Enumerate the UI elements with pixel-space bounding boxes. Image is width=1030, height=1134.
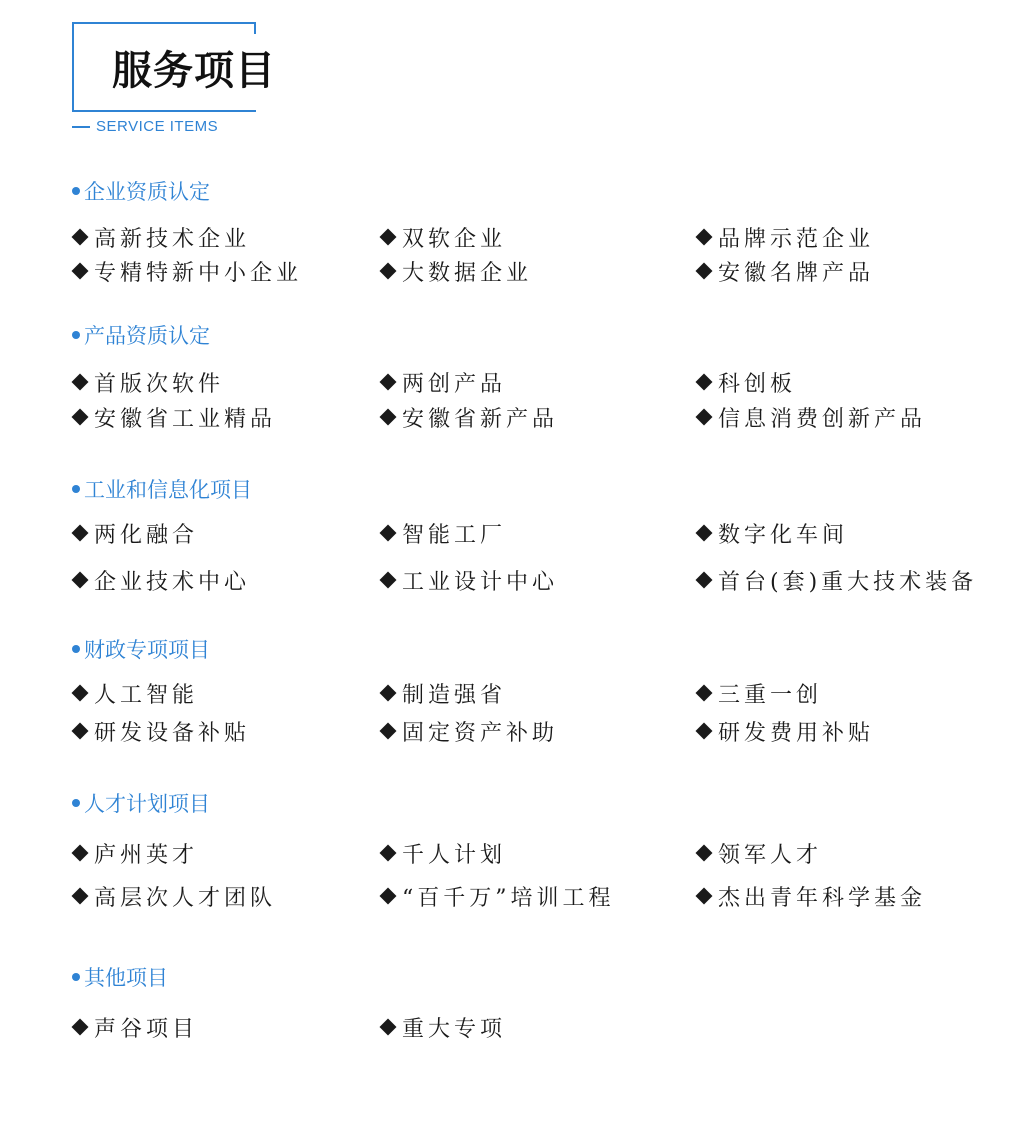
list-item-label: 品牌示范企业 xyxy=(718,226,875,252)
diamond-bullet-icon xyxy=(380,409,397,426)
list-item-label: 三重一创 xyxy=(718,682,823,708)
page-title: 服务项目 xyxy=(112,48,276,94)
list-item xyxy=(694,256,874,286)
list-item-label: 安徽省新产品 xyxy=(402,406,559,432)
list-item xyxy=(378,1012,506,1042)
list-item xyxy=(694,716,874,746)
list-item-label: 研发设备补贴 xyxy=(94,720,251,746)
list-item-label: 科创板 xyxy=(718,371,797,397)
list-item xyxy=(694,881,926,911)
list-item-label: 固定资产补助 xyxy=(402,720,559,746)
list-item-label: 人工智能 xyxy=(94,682,199,708)
list-item xyxy=(70,518,198,548)
section-title xyxy=(70,788,990,818)
diamond-bullet-icon xyxy=(696,888,713,905)
list-item xyxy=(694,678,822,708)
diamond-bullet-icon xyxy=(380,685,397,702)
list-item xyxy=(70,222,250,252)
diamond-bullet-icon xyxy=(696,525,713,542)
section-title-text: 产品资质认定 xyxy=(84,324,210,348)
list-item-label: 双软企业 xyxy=(402,226,507,252)
list-item-label: 安徽省工业精品 xyxy=(94,406,277,432)
list-item xyxy=(70,1012,198,1042)
section-industry-informatization xyxy=(70,474,990,596)
list-item-label: 数字化车间 xyxy=(718,522,849,548)
bullet-dot-icon xyxy=(72,187,80,195)
list-item-label: 两创产品 xyxy=(402,371,507,397)
section-title-text: 企业资质认定 xyxy=(84,180,210,204)
bullet-dot-icon xyxy=(72,485,80,493)
list-item-label: 信息消费创新产品 xyxy=(718,406,927,432)
list-item-label: 高层次人才团队 xyxy=(94,885,277,911)
list-item-label: 智能工厂 xyxy=(402,522,507,548)
list-item-label: 大数据企业 xyxy=(402,260,533,286)
list-item xyxy=(378,565,558,595)
section-title-text: 其他项目 xyxy=(84,966,168,990)
item-row xyxy=(70,1012,990,1042)
list-item xyxy=(70,402,276,432)
diamond-bullet-icon xyxy=(696,685,713,702)
item-row xyxy=(70,678,990,708)
section-title xyxy=(70,962,990,992)
item-row xyxy=(70,565,990,595)
list-item xyxy=(378,256,532,286)
list-item xyxy=(70,838,198,868)
item-row xyxy=(70,838,990,868)
section-product-qualification xyxy=(70,320,990,432)
list-item-label: 首台(套)重大技术装备 xyxy=(718,569,978,595)
diamond-bullet-icon xyxy=(696,409,713,426)
diamond-bullet-icon xyxy=(72,263,89,280)
list-item xyxy=(378,678,506,708)
diamond-bullet-icon xyxy=(696,229,713,246)
diamond-bullet-icon xyxy=(696,723,713,740)
section-other xyxy=(70,962,990,1046)
section-title xyxy=(70,474,990,504)
section-title xyxy=(70,320,990,350)
list-item xyxy=(378,881,615,911)
list-item xyxy=(70,716,250,746)
page-subtitle xyxy=(72,118,218,135)
list-item-label: 声谷项目 xyxy=(94,1016,199,1042)
diamond-bullet-icon xyxy=(72,374,89,391)
diamond-bullet-icon xyxy=(696,572,713,589)
diamond-bullet-icon xyxy=(380,888,397,905)
list-item-label: 领军人才 xyxy=(718,842,823,868)
list-item-label: 两化融合 xyxy=(94,522,199,548)
diamond-bullet-icon xyxy=(380,845,397,862)
list-item-label: 制造强省 xyxy=(402,682,507,708)
subtitle-text: SERVICE ITEMS xyxy=(96,118,219,135)
diamond-bullet-icon xyxy=(72,845,89,862)
list-item-label: 工业设计中心 xyxy=(402,569,559,595)
list-item-label: “百千万”培训工程 xyxy=(402,885,615,911)
diamond-bullet-icon xyxy=(72,685,89,702)
bullet-dot-icon xyxy=(72,645,80,653)
diamond-bullet-icon xyxy=(380,374,397,391)
bullet-dot-icon xyxy=(72,799,80,807)
diamond-bullet-icon xyxy=(72,229,89,246)
list-item xyxy=(378,838,506,868)
bullet-dot-icon xyxy=(72,973,80,981)
item-row xyxy=(70,367,990,397)
diamond-bullet-icon xyxy=(380,229,397,246)
list-item-label: 安徽名牌产品 xyxy=(718,260,875,286)
frame-line-top xyxy=(72,22,256,24)
diamond-bullet-icon xyxy=(380,263,397,280)
frame-line-left xyxy=(72,22,74,112)
subtitle-dash xyxy=(72,126,90,128)
list-item xyxy=(694,402,926,432)
frame-line-right-top xyxy=(254,22,256,34)
item-row xyxy=(70,518,990,548)
list-item-label: 杰出青年科学基金 xyxy=(718,885,927,911)
list-item-label: 研发费用补贴 xyxy=(718,720,875,746)
list-item xyxy=(378,518,506,548)
diamond-bullet-icon xyxy=(696,263,713,280)
diamond-bullet-icon xyxy=(380,723,397,740)
list-item xyxy=(70,565,250,595)
list-item xyxy=(70,678,198,708)
diamond-bullet-icon xyxy=(380,572,397,589)
diamond-bullet-icon xyxy=(72,525,89,542)
list-item-label: 庐州英才 xyxy=(94,842,199,868)
section-title-text: 人才计划项目 xyxy=(84,792,210,816)
diamond-bullet-icon xyxy=(696,374,713,391)
diamond-bullet-icon xyxy=(72,888,89,905)
list-item xyxy=(70,367,224,397)
list-item xyxy=(694,367,796,397)
list-item xyxy=(70,256,302,286)
item-row xyxy=(70,402,990,432)
section-title-text: 工业和信息化项目 xyxy=(84,478,252,502)
diamond-bullet-icon xyxy=(72,409,89,426)
list-item-label: 首版次软件 xyxy=(94,371,225,397)
list-item xyxy=(378,367,506,397)
list-item xyxy=(378,222,506,252)
item-row xyxy=(70,716,990,746)
section-enterprise-qualification xyxy=(70,176,990,286)
list-item-label: 高新技术企业 xyxy=(94,226,251,252)
diamond-bullet-icon xyxy=(380,1019,397,1036)
section-fiscal-special xyxy=(70,634,990,748)
list-item xyxy=(694,222,874,252)
section-title-text: 财政专项项目 xyxy=(84,638,210,662)
diamond-bullet-icon xyxy=(72,723,89,740)
diamond-bullet-icon xyxy=(72,572,89,589)
bullet-dot-icon xyxy=(72,331,80,339)
list-item-label: 千人计划 xyxy=(402,842,507,868)
item-row xyxy=(70,881,990,911)
section-title xyxy=(70,176,990,206)
list-item xyxy=(694,565,977,595)
diamond-bullet-icon xyxy=(380,525,397,542)
list-item xyxy=(70,881,276,911)
item-row xyxy=(70,222,990,252)
diamond-bullet-icon xyxy=(696,845,713,862)
list-item xyxy=(378,716,558,746)
section-title xyxy=(70,634,990,664)
frame-line-bottom xyxy=(72,110,256,112)
list-item-label: 企业技术中心 xyxy=(94,569,251,595)
item-row xyxy=(70,256,990,286)
list-item xyxy=(694,838,822,868)
list-item-label: 重大专项 xyxy=(402,1016,507,1042)
list-item-label: 专精特新中小企业 xyxy=(94,260,303,286)
diamond-bullet-icon xyxy=(72,1019,89,1036)
list-item xyxy=(378,402,558,432)
section-talent-plan xyxy=(70,788,990,914)
list-item xyxy=(694,518,848,548)
